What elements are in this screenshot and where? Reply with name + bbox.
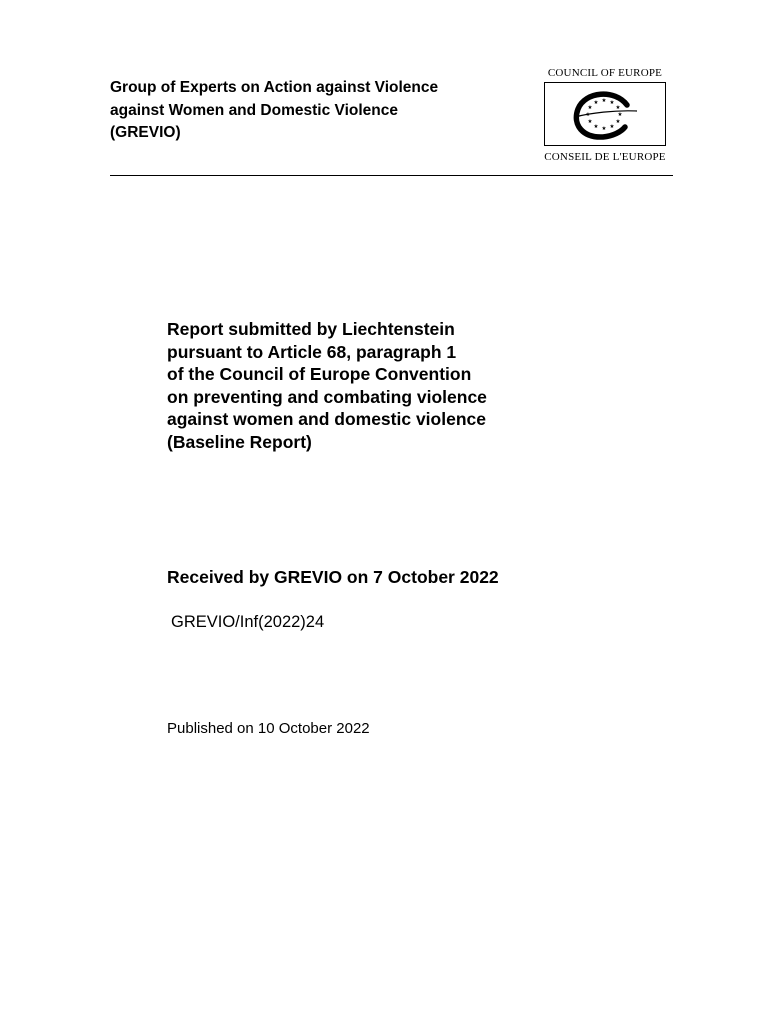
svg-text:★: ★: [615, 105, 621, 111]
document-reference: GREVIO/Inf(2022)24: [171, 613, 325, 631]
svg-text:★: ★: [615, 119, 621, 125]
organization-header: [110, 77, 510, 145]
logo-frame: [544, 82, 666, 146]
svg-text:★: ★: [617, 112, 623, 118]
organization-line: against Women and Domestic Violence: [110, 101, 398, 119]
organization-line: (GREVIO): [110, 124, 181, 141]
organization-line: Group of Experts on Action against Violence: [110, 79, 439, 96]
report-title: [167, 318, 587, 453]
report-title-line: on preventing and combating violence: [167, 386, 487, 407]
svg-text:★: ★: [587, 105, 593, 111]
svg-text:★: ★: [593, 124, 599, 130]
report-title-line: (Baseline Report): [167, 431, 312, 452]
svg-text:★: ★: [587, 119, 593, 125]
published-date: Published on 10 October 2022: [167, 720, 370, 737]
received-date: Received by GREVIO on 7 October 2022: [167, 567, 499, 587]
council-of-europe-emblem-icon: [545, 83, 667, 147]
svg-text:★: ★: [609, 124, 615, 130]
logo-bottom-text: CONSEIL DE L'EUROPE: [544, 151, 666, 163]
svg-text:★: ★: [593, 100, 599, 106]
report-title-line: Report submitted by Liechtenstein: [167, 319, 455, 339]
logo-top-text: COUNCIL OF EUROPE: [547, 67, 663, 79]
header-divider: [110, 175, 673, 176]
report-title-line: of the Council of Europe Convention: [167, 364, 472, 384]
report-title-line: against women and domestic violence: [167, 409, 486, 429]
report-title-line: pursuant to Article 68, paragraph 1: [167, 341, 457, 362]
council-of-europe-logo: [541, 67, 671, 164]
svg-text:★: ★: [601, 98, 607, 104]
svg-text:★: ★: [585, 112, 591, 118]
svg-text:★: ★: [601, 126, 607, 132]
svg-text:★: ★: [609, 100, 615, 106]
